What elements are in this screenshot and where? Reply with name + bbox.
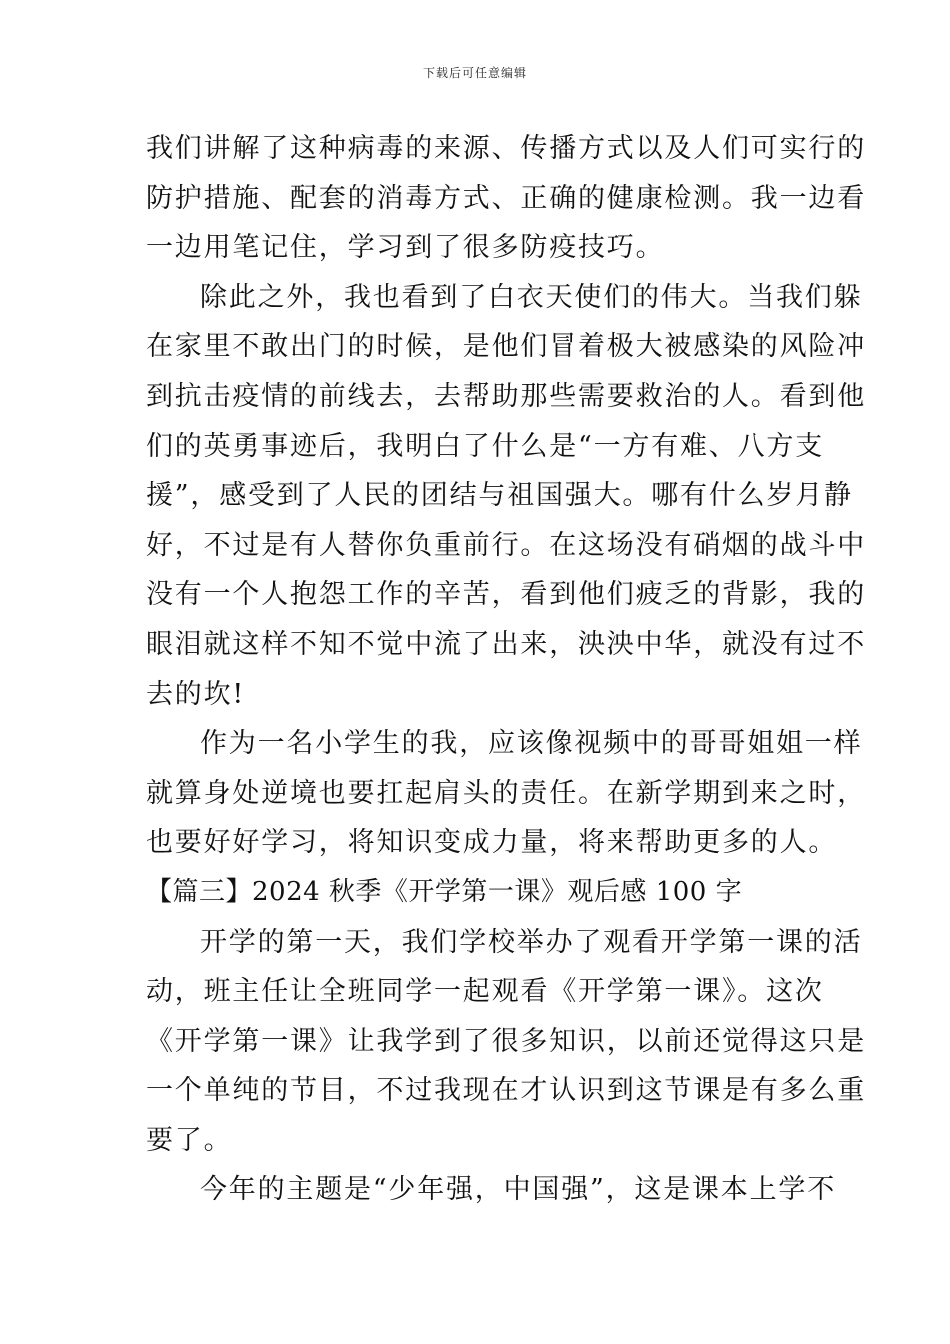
text-line: 没有一个人抱怨工作的辛苦，看到他们疲乏的背影，我的	[146, 579, 866, 611]
text-line: 去的坎!	[146, 678, 246, 710]
text-line: 在家里不敢出门的时候，是他们冒着极大被感染的风险冲	[146, 331, 866, 363]
document-body	[146, 124, 866, 1215]
section-heading: 【篇三】2024 秋季《开学第一课》观后感 100 字	[146, 876, 743, 907]
text-line: 作为一名小学生的我，应该像视频中的哥哥姐姐一样	[200, 728, 863, 760]
header-note: 下载后可任意编辑	[422, 66, 527, 80]
text-line: 就算身处逆境也要扛起肩头的责任。在新学期到来之时，	[146, 777, 866, 809]
text-line: 眼泪就这样不知不觉中流了出来，泱泱中华，就没有过不	[146, 628, 866, 660]
text-line: 一边用笔记住，学习到了很多防疫技巧。	[146, 232, 665, 264]
paragraph	[146, 719, 866, 868]
paragraph	[146, 918, 866, 1166]
text-line: 要了。	[146, 1124, 233, 1156]
text-line: 们的英勇事迹后，我明白了什么是“一方有难、八方支	[146, 430, 825, 462]
text-line: 也要好好学习，将知识变成力量，将来帮助更多的人。	[146, 827, 838, 859]
text-line: 《开学第一课》让我学到了很多知识，以前还觉得这只是	[146, 1025, 866, 1057]
text-line: 防护措施、配套的消毒方式、正确的健康检测。我一边看	[146, 182, 866, 214]
paragraph	[146, 124, 866, 273]
text-line: 我们讲解了这种病毒的来源、传播方式以及人们可实行的	[146, 133, 866, 164]
text-line: 好，不过是有人替你负重前行。在这场没有硝烟的战斗中	[146, 529, 866, 561]
text-line: 一个单纯的节目，不过我现在才认识到这节课是有多么重	[146, 1075, 866, 1107]
text-line: 今年的主题是“少年强，中国强”，这是课本上学不	[200, 1174, 837, 1206]
paragraph	[146, 273, 866, 719]
text-line: 动，班主任让全班同学一起观看《开学第一课》。这次	[146, 976, 824, 1008]
text-line: 到抗击疫情的前线去，去帮助那些需要救治的人。看到他	[146, 380, 866, 412]
text-line: 除此之外，我也看到了白衣天使们的伟大。当我们躲	[200, 281, 863, 313]
text-line: 援”，感受到了人民的团结与祖国强大。哪有什么岁月静	[146, 480, 853, 512]
paragraph	[146, 1165, 837, 1215]
text-line: 开学的第一天，我们学校举办了观看开学第一课的活	[200, 926, 863, 958]
